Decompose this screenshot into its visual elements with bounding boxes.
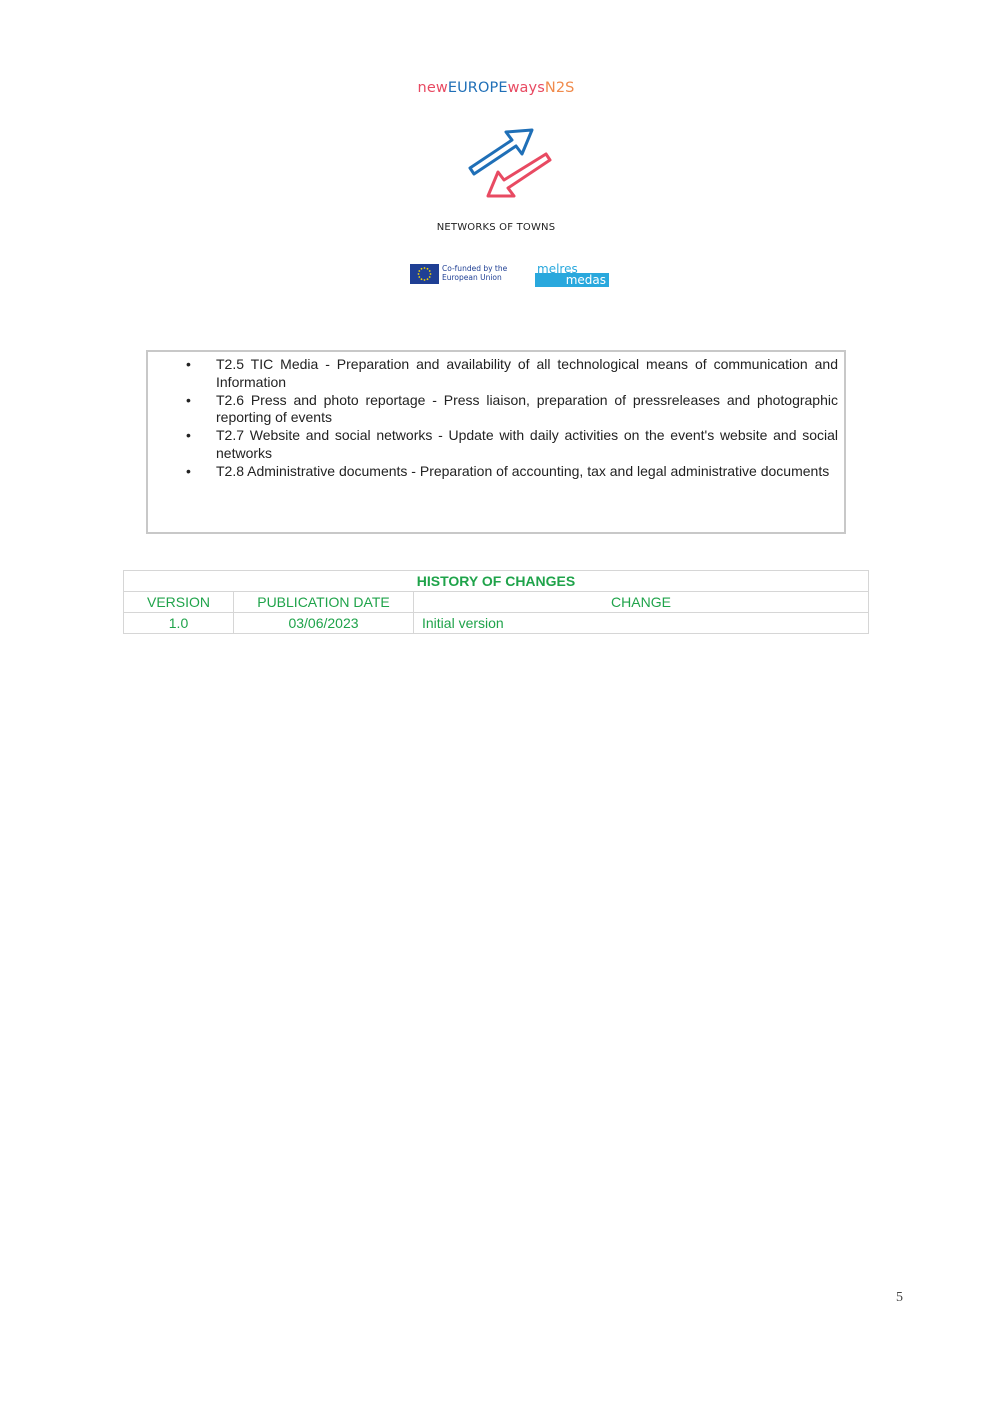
eu-funding-text bbox=[442, 264, 507, 282]
task-list-box bbox=[146, 350, 846, 534]
brand-part-new: new bbox=[417, 80, 448, 96]
brand-part-europe: EUROPE bbox=[447, 80, 508, 96]
brand-part-n2s: N2S bbox=[544, 80, 575, 96]
partner-logo-line-1: melres bbox=[537, 262, 578, 276]
partner-logo bbox=[535, 262, 609, 288]
history-header-row bbox=[124, 592, 869, 613]
table-row bbox=[124, 613, 869, 634]
task-text: T2.5 TIC Media - Preparation and availability of all technological means of communication and Information bbox=[216, 356, 838, 390]
eu-funding-line-1: Co-funded by the bbox=[442, 264, 508, 273]
networks-of-towns-label: NETWORKS OF TOWNS bbox=[436, 222, 556, 233]
history-of-changes-table bbox=[123, 570, 869, 634]
brand-part-ways: ways bbox=[507, 80, 545, 96]
history-title-row bbox=[124, 571, 869, 592]
task-list bbox=[148, 356, 844, 481]
column-header-publication-date: PUBLICATION DATE bbox=[234, 592, 414, 613]
cell-version: 1.0 bbox=[124, 613, 234, 634]
eu-funding-line-2: European Union bbox=[442, 273, 502, 282]
double-arrow-exchange-icon bbox=[466, 126, 556, 198]
task-item-t2-8 bbox=[148, 463, 844, 481]
partner-logo-line-2: medas bbox=[565, 273, 606, 287]
column-header-change: CHANGE bbox=[414, 592, 869, 613]
task-item-t2-5 bbox=[148, 356, 844, 391]
task-text: T2.8 Administrative documents - Preparation of accounting, tax and legal administrative documents bbox=[216, 462, 830, 479]
bullet-icon: • bbox=[186, 356, 191, 372]
project-brand-title bbox=[0, 80, 992, 96]
bullet-icon: • bbox=[186, 391, 191, 408]
history-title: HISTORY OF CHANGES bbox=[124, 571, 869, 592]
cell-publication-date: 03/06/2023 bbox=[234, 613, 414, 634]
task-item-t2-6 bbox=[148, 392, 844, 427]
page-number: 5 bbox=[896, 1290, 903, 1305]
bullet-icon: • bbox=[186, 462, 191, 479]
eu-flag-icon bbox=[410, 264, 439, 284]
cell-change: Initial version bbox=[414, 613, 869, 634]
task-text: T2.6 Press and photo reportage - Press liaison, preparation of pressreleases and photographic reporting of events bbox=[216, 391, 838, 425]
task-text: T2.7 Website and social networks - Update with daily activities on the event's website and social networks bbox=[216, 427, 838, 461]
task-item-t2-7 bbox=[148, 427, 844, 462]
column-header-version: VERSION bbox=[124, 592, 234, 613]
bullet-icon: • bbox=[186, 427, 191, 443]
